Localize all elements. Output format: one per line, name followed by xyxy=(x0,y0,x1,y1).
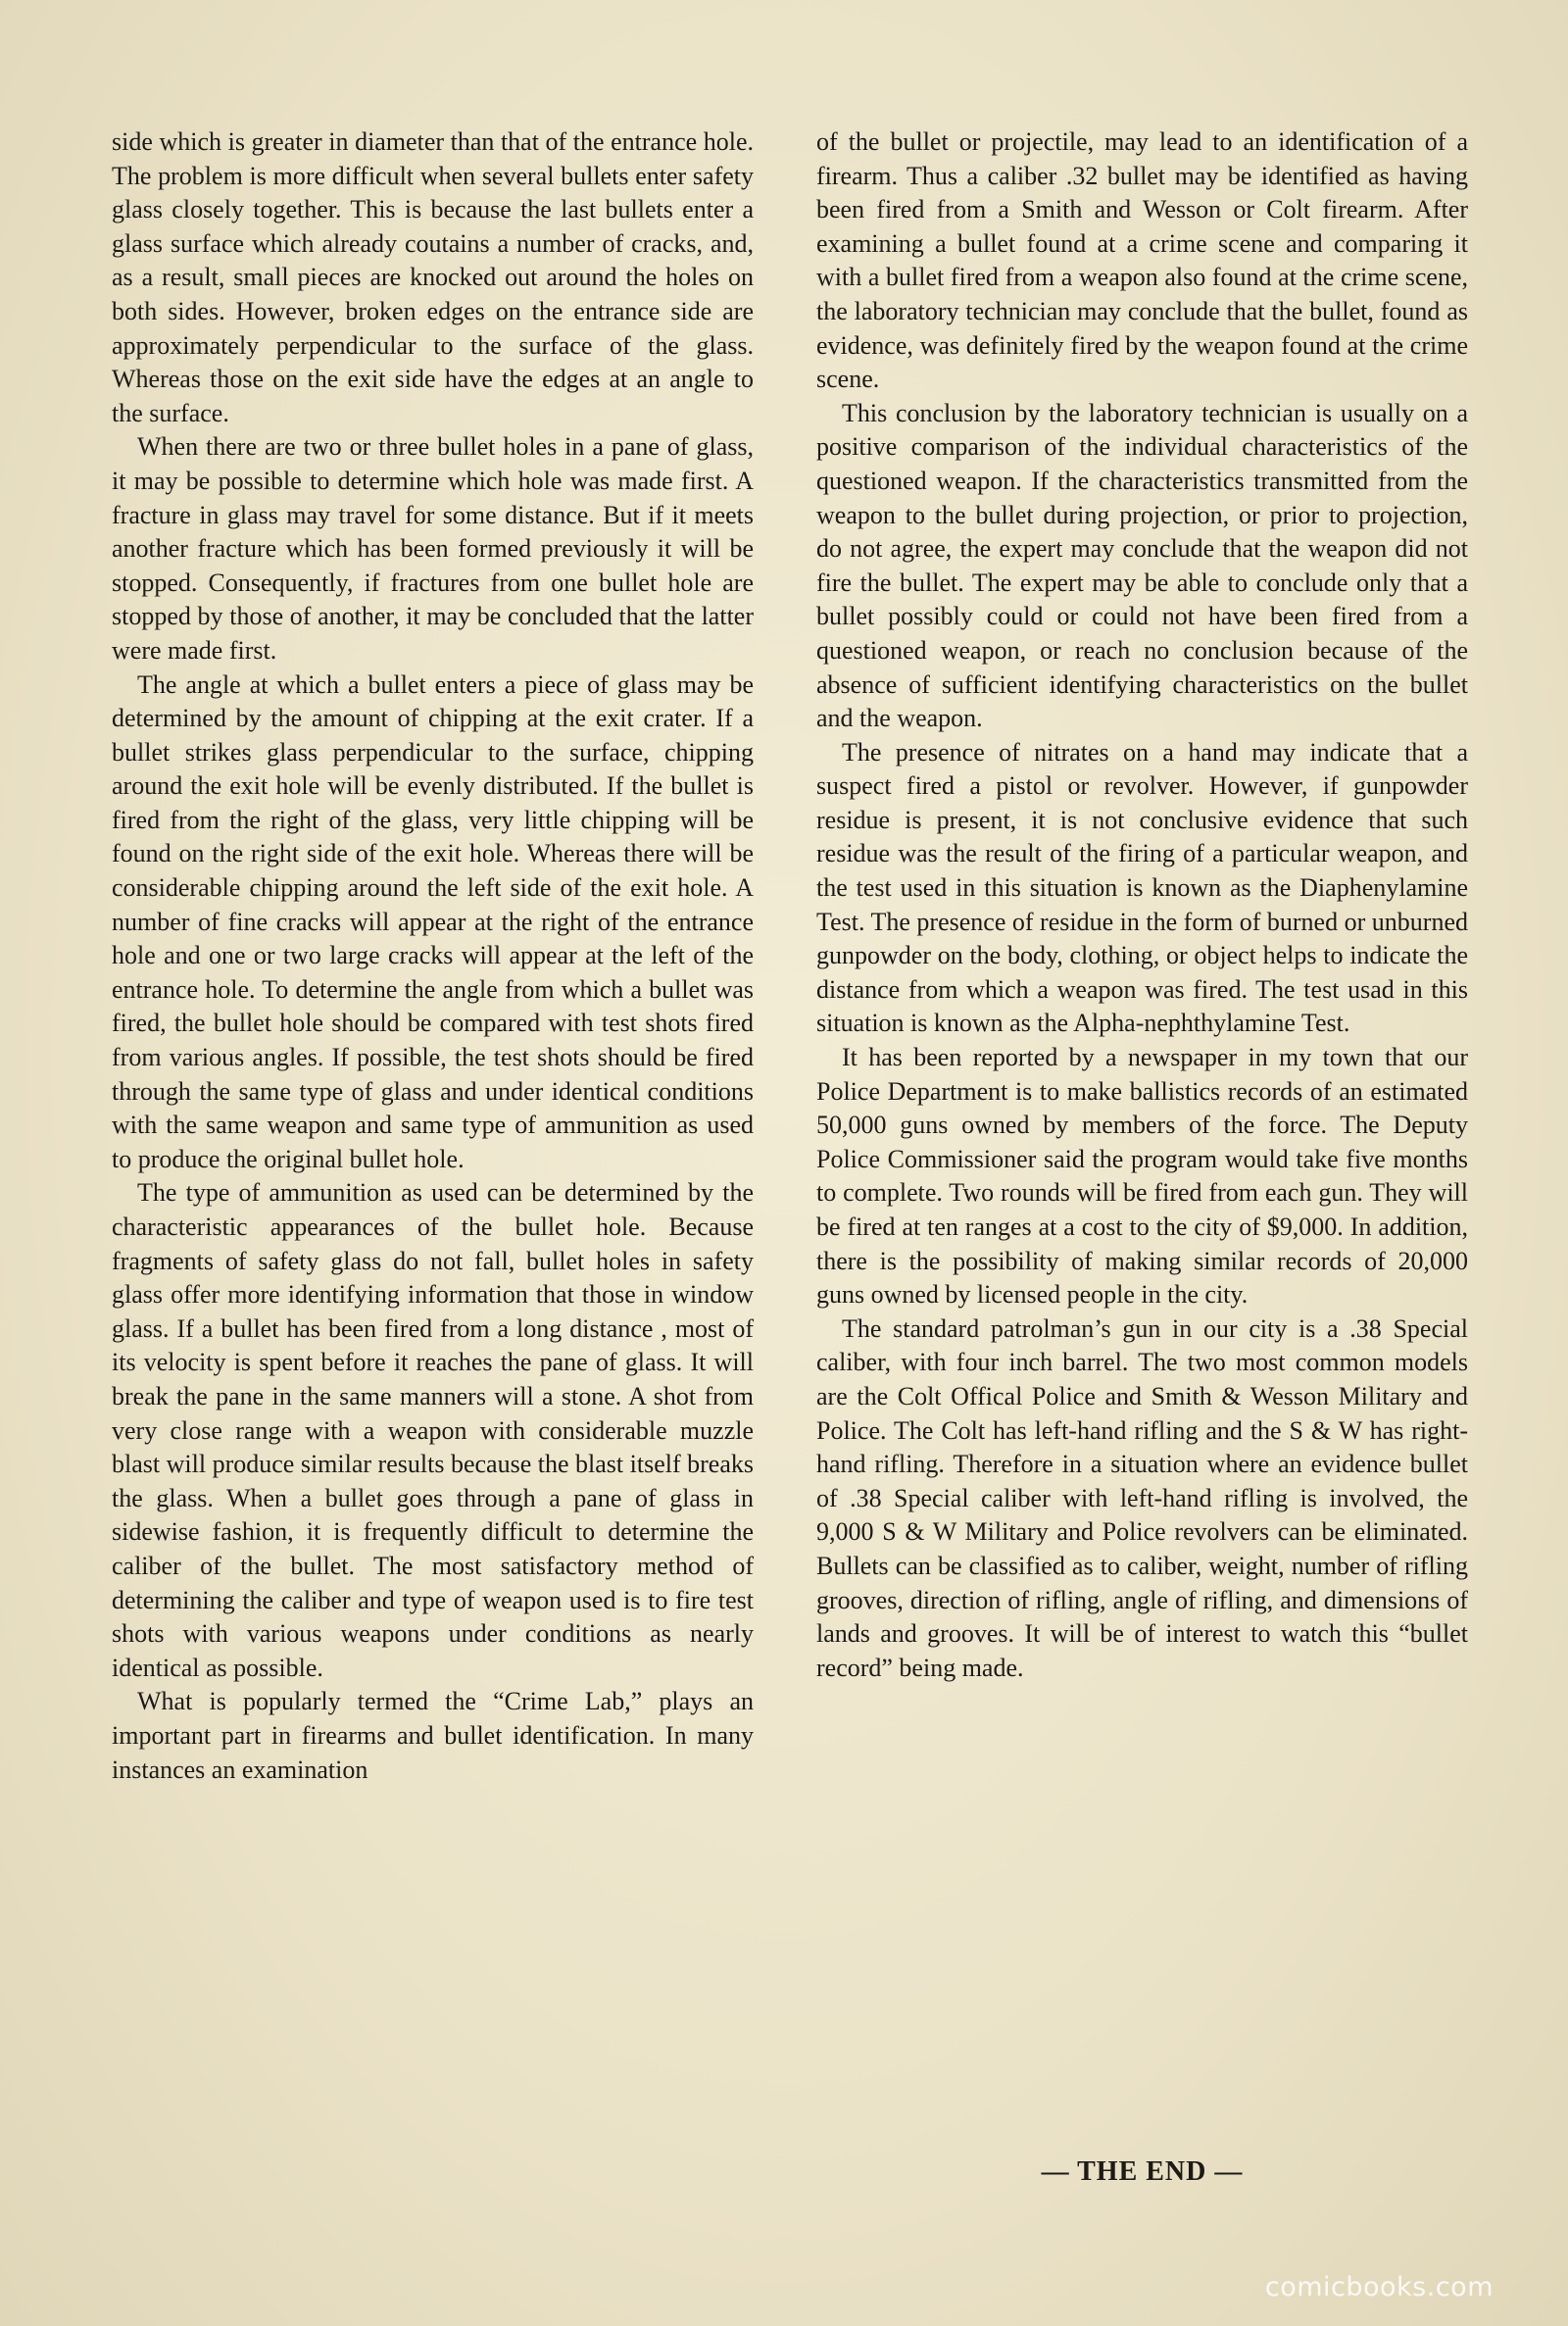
paragraph: This conclusion by the laboratory technician is usually on a positive comparison of the individual characteristics of the questioned weapon. If the characteristics transmitted from the weapon to the bullet during projection, or prior to projection, do not agree, the expert may conclude that the weapon did not fire the bullet. The expert may be able to conclude only that a bullet possibly could or could not have been fired from a questioned weapon, or reach no conclusion because of the absence of sufficient identifying characteristics on the bullet and the weapon. xyxy=(816,398,1468,733)
left-text-column xyxy=(112,125,754,1787)
paragraph: It has been reported by a newspaper in my town that our Police Department is to make ballistics records of an estimated 50,000 guns owned by members of the force. The Deputy Police Commissioner said the program would take five months to complete. Two rounds will be fired from each gun. They will be fired at ten ranges at a cost to the city of $9,000. In addition, there is the possibility of making similar records of 20,000 guns owned by licensed people in the city. xyxy=(816,1043,1468,1310)
paragraph: The type of ammunition as used can be determined by the characteristic appearances of the bullet hole. Because fragments of safety glass do not fall, bullet holes in safety glass offer more identifying information that those in window glass. If a bullet has been fired from a long distance , most of its velocity is spent before it reaches the pane of glass. It will break the pane in the same manners will a stone. A shot from very close range with a weapon with considerable muzzle blast will produce similar results because the blast itself breaks the glass. When a bullet goes through a pane of glass in sidewise fashion, it is frequently difficult to determine the caliber of the bullet. The most satisfactory method of determining the caliber and type of weapon used is to fire test shots with various weapons under conditions as nearly identical as possible. xyxy=(112,1178,754,1682)
paragraph: When there are two or three bullet holes in a pane of glass, it may be possible to determine which hole was made first. A fracture in glass may travel for some distance. But if it meets another fracture which has been formed previously it will be stopped. Consequently, if fractures from one bullet hole are stopped by those of another, it may be concluded that the latter were made first. xyxy=(112,432,754,665)
site-watermark: comicbooks.com xyxy=(1264,2272,1494,2302)
the-end-marker: — THE END — xyxy=(1041,2156,1244,2187)
paragraph: The presence of nitrates on a hand may indicate that a suspect fired a pistol or revolver. However, if gunpowder residue is present, it is not conclusive evidence that such residue was the result of the firing of a particular weapon, and the test used in this situation is known as the Diaphenylamine Test. The presence of residue in the form of burned or unburned gunpowder on the body, clothing, or object helps to indicate the distance from which a weapon was fired. The test usad in this situation is known as the Alpha-nephthylamine Test. xyxy=(816,737,1468,1038)
paragraph: side which is greater in diameter than that of the entrance hole. The problem is more difficult when several bullets enter safety glass closely together. This is because the last bullets enter a glass surface which already coutains a number of cracks, and, as a result, small pieces are knocked out around the holes on both sides. However, broken edges on the entrance side are approximately perpendicular to the surface of the glass. Whereas those on the exit side have the edges at an angle to the surface. xyxy=(112,127,754,427)
right-text-column xyxy=(816,125,1468,1685)
paragraph: The angle at which a bullet enters a piece of glass may be determined by the amount of chipping at the exit crater. If a bullet strikes glass perpendicular to the surface, chipping around the exit hole will be evenly distributed. If the bullet is fired from the right of the glass, very little chipping will be found on the right side of the exit hole. Whereas there will be considerable chipping around the left side of the exit hole. A number of fine cracks will appear at the right of the entrance hole and one or two large cracks will appear at the left of the entrance hole. To determine the angle from which a bullet was fired, the bullet hole should be compared with test shots fired from various angles. If possible, the test shots should be fired through the same type of glass and under identical conditions with the same weapon and same type of ammunition as used to produce the original bullet hole. xyxy=(112,669,754,1173)
paragraph: of the bullet or projectile, may lead to an identification of a firearm. Thus a caliber .32 bullet may be identified as having been fired from a Smith and Wesson or Colt firearm. After examining a bullet found at a crime scene and comparing it with a bullet fired from a weapon also found at the crime scene, the laboratory technician may conclude that the bullet, found as evidence, was definitely fired by the weapon found at the crime scene. xyxy=(816,127,1468,394)
paragraph: What is popularly termed the “Crime Lab,” plays an important part in firearms and bullet identification. In many instances an examination xyxy=(112,1687,754,1784)
paragraph: The standard patrolman’s gun in our city is a .38 Special caliber, with four inch barrel. The two most common models are the Colt Offical Police and Smith & Wesson Military and Police. The Colt has left-hand rifling and the S & W has right-hand rifling. Therefore in a situation where an evidence bullet of .38 Special caliber with left-hand rifling is involved, the 9,000 S & W Military and Police revolvers can be eliminated. Bullets can be classified as to caliber, weight, number of rifling grooves, direction of rifling, angle of rifling, and dimensions of lands and grooves. It will be of interest to watch this “bullet record” being made. xyxy=(816,1313,1468,1682)
